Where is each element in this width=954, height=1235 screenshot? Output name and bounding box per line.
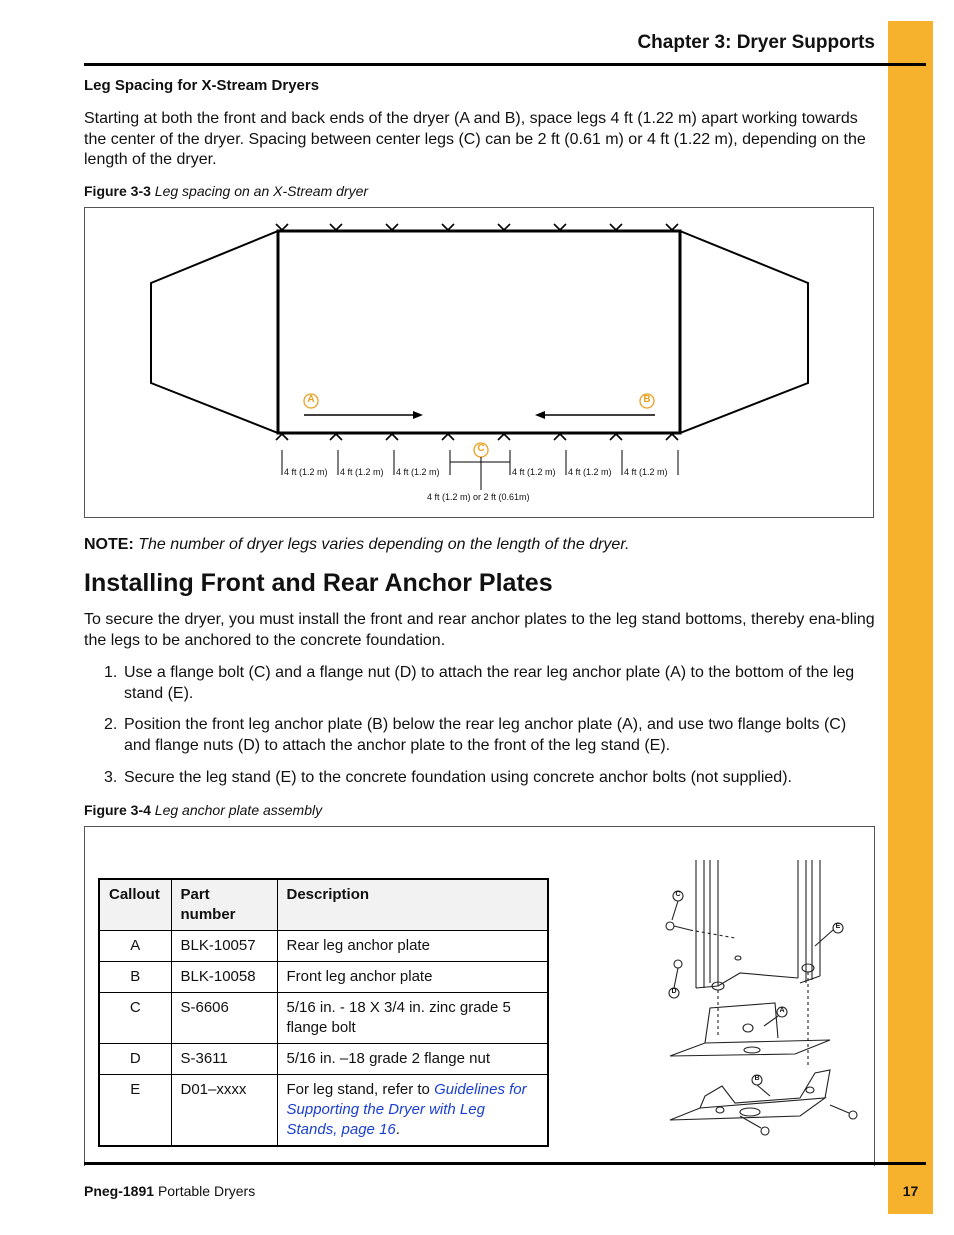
step-1 — [104, 663, 874, 704]
parts-table — [98, 878, 549, 1147]
page-number: 17 — [902, 1183, 919, 1199]
callout-b: B — [754, 1075, 760, 1082]
note-label: NOTE: — [84, 536, 134, 553]
step-text: Position the front leg anchor plate (B) below the rear leg anchor plate (A), and use two flange bolts (C) and flange nuts (D) to attach the anchor plate to the front of the leg stand (E). — [124, 716, 847, 754]
dimension-label: 4 ft (1.2 m) — [624, 467, 668, 477]
description-prefix: For leg stand, refer to — [286, 1081, 435, 1098]
note-text: The number of dryer legs varies depending on the length of the dryer. — [138, 536, 630, 553]
center-dimension-label: 4 ft (1.2 m) or 2 ft (0.61m) — [427, 492, 530, 502]
chapter-title: Chapter 3: Dryer Supports — [637, 32, 875, 53]
step-2 — [104, 715, 874, 756]
figure-caption-text: Leg anchor plate assembly — [154, 802, 323, 818]
step-number: 1. — [104, 664, 118, 681]
section-heading-anchor-plates: Installing Front and Rear Anchor Plates — [84, 569, 553, 597]
callout-a: A — [779, 1007, 785, 1014]
dimension-label: 4 ft (1.2 m) — [568, 467, 612, 477]
dimension-label: 4 ft (1.2 m) — [340, 467, 384, 477]
step-3 — [104, 768, 874, 789]
step-text: Secure the leg stand (E) to the concrete foundation using concrete anchor bolts (not supplied). — [124, 769, 792, 786]
step-number: 3. — [104, 769, 118, 786]
description-suffix: . — [395, 1121, 400, 1138]
part-number-cell: S-3611 — [171, 1044, 277, 1075]
dimension-label: 4 ft (1.2 m) — [284, 467, 328, 477]
callout-b: B — [643, 394, 651, 405]
callout-cell: A — [99, 931, 171, 962]
figure-caption-text: Leg spacing on an X-Stream dryer — [154, 183, 369, 199]
dimension-label: 4 ft (1.2 m) — [396, 467, 440, 477]
figure-label: Figure 3-3 — [84, 183, 151, 199]
note — [84, 536, 630, 554]
callout-cell: D — [99, 1044, 171, 1075]
table-row — [99, 931, 548, 962]
doc-title: Portable Dryers — [157, 1183, 256, 1199]
step-text: Use a flange bolt (C) and a flange nut (D) to attach the rear leg anchor plate (A) to the bottom of the leg stand (E). — [124, 664, 855, 702]
leg-spacing-paragraph: Starting at both the front and back ends of the dryer (A and B), space legs 4 ft (1.22 m) apart working towards the center of the dryer. Spacing between center legs (C) can be 2 ft (0.61 m) or 4 ft (1.22 m), depending on the length of the dryer. — [84, 110, 866, 168]
callout-cell: C — [99, 993, 171, 1044]
callout-cell: E — [99, 1075, 171, 1147]
leg-stand-guidelines-link[interactable]: Guidelines for Supporting the Dryer with Leg Stands, page 16 — [286, 1081, 527, 1138]
chapter-side-bar — [888, 21, 933, 1214]
figure-3-3-caption — [84, 183, 368, 199]
callout-e: E — [835, 923, 841, 930]
description-cell: 5/16 in. –18 grade 2 flange nut — [277, 1044, 548, 1075]
column-header-callout: Callout — [99, 879, 171, 931]
description-cell: 5/16 in. - 18 X 3/4 in. zinc grade 5 flange bolt — [277, 993, 548, 1044]
anchor-plate-drawing — [660, 858, 865, 1148]
part-number-cell: BLK-10058 — [171, 962, 277, 993]
part-number-cell: BLK-10057 — [171, 931, 277, 962]
header-rule — [84, 63, 926, 66]
column-header-description: Description — [277, 879, 548, 931]
table-row — [99, 1075, 548, 1147]
callout-d: D — [671, 988, 677, 995]
callout-cell: B — [99, 962, 171, 993]
description-cell — [277, 1075, 548, 1147]
table-row — [99, 1044, 548, 1075]
figure-3-4-caption — [84, 802, 322, 818]
figure-label: Figure 3-4 — [84, 802, 151, 818]
part-number-cell: D01–xxxx — [171, 1075, 277, 1147]
callout-c: C — [675, 891, 681, 898]
footer-document-id — [84, 1183, 255, 1199]
part-number-cell: S-6606 — [171, 993, 277, 1044]
table-header-row — [99, 879, 548, 931]
description-cell: Front leg anchor plate — [277, 962, 548, 993]
column-header-part-number: Part number — [171, 879, 277, 931]
figure-3-3-frame — [84, 207, 874, 518]
table-row — [99, 962, 548, 993]
step-number: 2. — [104, 716, 118, 733]
callout-a: A — [307, 394, 315, 405]
section-heading-leg-spacing: Leg Spacing for X-Stream Dryers — [84, 77, 320, 94]
anchor-plate-illustration — [660, 858, 865, 1148]
dimension-label: 4 ft (1.2 m) — [512, 467, 556, 477]
leg-spacing-diagram — [85, 208, 873, 517]
doc-id: Pneg-1891 — [84, 1183, 155, 1199]
table-row — [99, 993, 548, 1044]
callout-c: C — [477, 443, 485, 454]
anchor-plates-paragraph: To secure the dryer, you must install the front and rear anchor plates to the leg stand bottoms, thereby ena-bling the legs to be anchored to the concrete foundation. — [84, 611, 875, 649]
description-cell: Rear leg anchor plate — [277, 931, 548, 962]
footer-rule — [84, 1162, 926, 1165]
